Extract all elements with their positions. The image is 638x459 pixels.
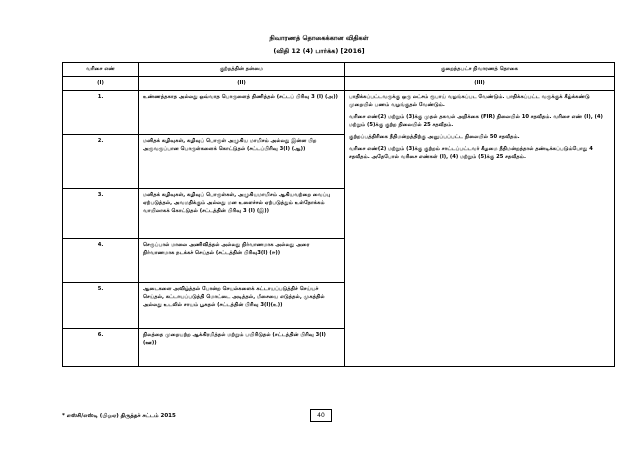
relief-paragraph: பாதிக்கப்பட்டவருக்கு ஒரு லட்சம் ரூபாய் வழங்கப்பட வேண்டும். பாதிக்கப்பட்ட வருக்குக் கீழ்க்கண்டு முறையில் பணம் வழங்குதல் வேண்டும்.	[349, 94, 590, 108]
row-number: 4.	[63, 239, 139, 283]
page-number: 40	[310, 409, 332, 422]
column-number-3: (III)	[345, 77, 615, 91]
relief-paragraph: வரிசை எண்(2) மற்றும் (3)க்கு குற்றம் சாட்டப்பட்டவர் கீழமை நீதிமன்றத்தால் தண்டிக்கப்படும்போது 4 சதவீதம். அதேபோல் வரிசை எண்கள் (I), (4) மற்றும் (5)க்கு 25 சதவீதம்.	[349, 146, 593, 160]
column-header-offence: குற்றத்தின் தன்மை	[139, 63, 345, 77]
row-number: 2.	[63, 135, 139, 189]
relief-cell	[345, 91, 615, 367]
footer-note: * எஸ்சி/எஸ்டி (பிஓஏ) திருத்தச் சட்டம் 2015	[62, 413, 176, 419]
page-subtitle: (விதி 12 (4) பார்க்க) [2016]	[273, 47, 365, 55]
offence-cell: மனிதக் கழிவுகள், கழிவுப் பொருள் அழுகிய மாமிசம் அல்லது இன்ன பிற அருவருப்பான பொருள்களைக் கொட்டுதல் (சட்டப்பிரிவு 3(I) (ஆ))	[139, 135, 345, 189]
row-number: 6.	[63, 329, 139, 367]
relief-paragraph: குற்றப்பத்திரிகை நீதிமன்றத்திற்கு அனுப்பப்பட்ட நிலையில் 50 சதவீதம்.	[349, 134, 520, 140]
row-number: 1.	[63, 91, 139, 135]
table-row	[63, 91, 615, 135]
offence-cell: செருப்பால் மாலை அணிவித்தல் அல்லது நிர்வாணமாக அல்லது அரை நிர்வாணமாக நடக்கச் செய்தல் (சட்டத்தின் பிரிவு3(I) (ஈ))	[139, 239, 345, 283]
column-number-2: (II)	[139, 77, 345, 91]
offence-cell: மனிதக் கழிவுகள், கழிவுப் பொருள்கள், அழுகியமாமிசம் ஆகியவற்றை வைப்பு ஏற்படுத்தல், அவமதிக்கும் அல்லது மன உளைச்சல் ஏற்படுத்தும் உள்நோக்கம் வாயிலாகக் கொட்டுதல் (சட்டத்தின் பிரிவு 3 (I) (இ))	[139, 189, 345, 239]
offence-cell: ஆடைகளை அவிழ்த்தல் போன்ற செயல்களைக் கட்டாயப்படுத்திச் செய்யச் செய்தல், கட்டாயப்படுத்தி மொட்டை அடித்தல், மீசையை எடுத்தல், முகத்தில் அல்லது உடலில் சாயம் பூசுதல் (சட்டத்தின் பிரிவு 3(I)(உ))	[139, 283, 345, 329]
column-header-serial: வரிசை எண்	[63, 63, 139, 77]
offence-cell: நிலத்தை முறையற்ற ஆக்கிரமித்தல் மற்றும் பயிரிடுதல் (சட்டத்தின் பிரிவு 3(I) (ஊ))	[139, 329, 345, 367]
row-number: 5.	[63, 283, 139, 329]
row-number: 3.	[63, 189, 139, 239]
table-number-row	[63, 77, 615, 91]
column-number-1: (I)	[63, 77, 139, 91]
relief-paragraph: வரிசை எண்(2) மற்றும் (3)க்கு முதல் தகவல் அறிக்கை (FIR) நிலையில் 10 சதவீதம். வரிசை எண் (I), (4) மற்றும் (5)க்கு குற்ற நிலையில் 25 சதவீதம்.	[349, 114, 603, 128]
page-title: நிவாரணத் தொகைக்கான விதிகள்	[269, 34, 369, 42]
relief-table	[62, 62, 615, 367]
column-header-relief: குறைந்தபட்ச நிவாரணத் தொகை	[345, 63, 615, 77]
table-header-row	[63, 63, 615, 77]
offence-cell: உண்ணத்தகாத அல்லது ஒவ்வாத பொருளைத் திணித்தல் (சட்டப் பிரிவு 3 (I) (அ))	[139, 91, 345, 135]
